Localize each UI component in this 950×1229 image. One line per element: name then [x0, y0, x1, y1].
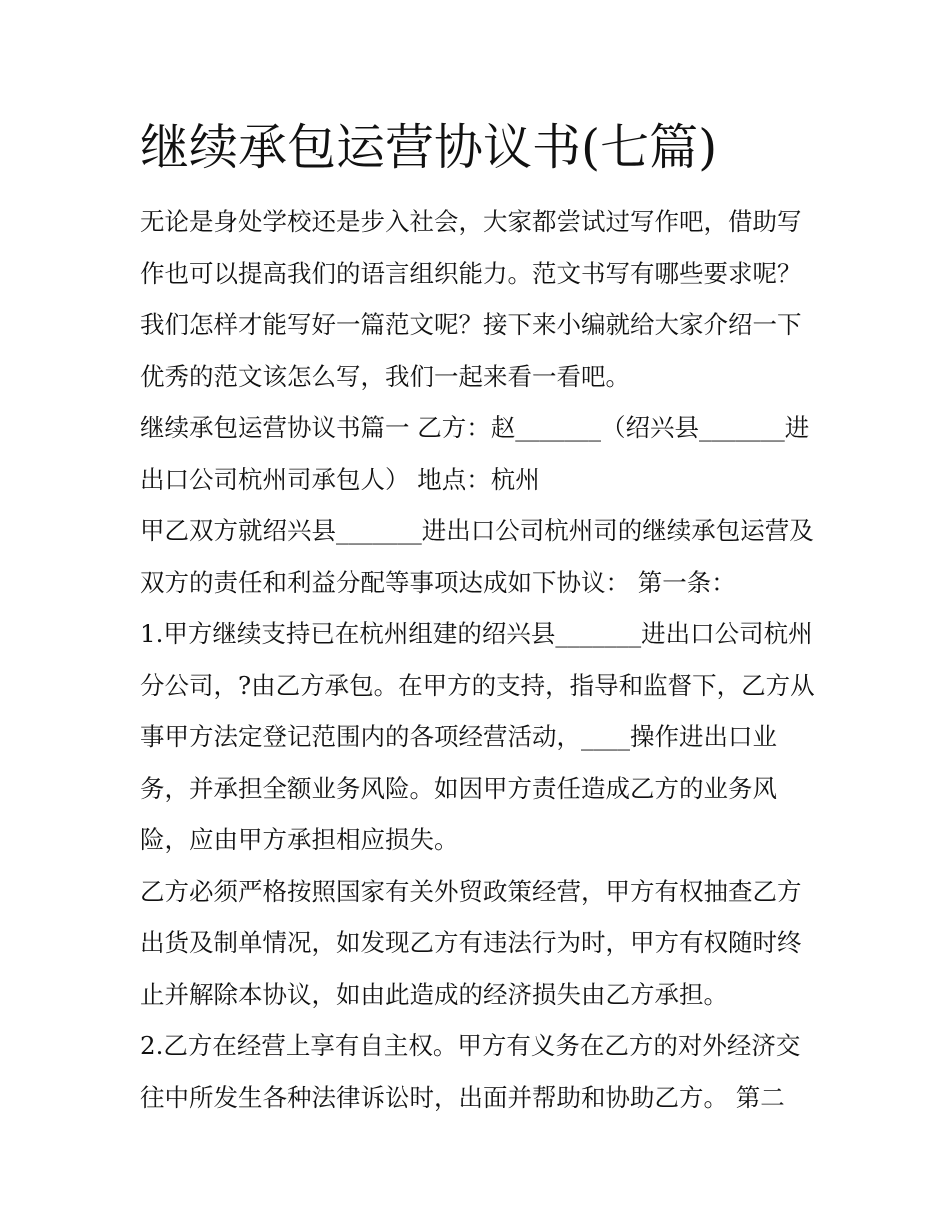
clause-2-paragraph: 2.乙方在经营上享有自主权。甲方有义务在乙方的对外经济交往中所发生各种法律诉讼时，出面并帮助和协助乙方。 第二 [140, 1031, 801, 1112]
document-title: 继续承包运营协议书(七篇) [140, 119, 718, 176]
clause-1-paragraph: 1.甲方继续支持已在杭州组建的绍兴县_______进出口公司杭州分公司，?由乙方承包。在甲方的支持，指导和监督下，乙方从事甲方法定登记范围内的各项经营活动，____操作进出口业务，并承担全额业务风险。如因甲方责任造成乙方的业务风险，应由甲方承担相应损失。 [140, 619, 815, 854]
agreement-scope-paragraph: 甲乙双方就绍兴县_______进出口公司杭州司的继续承包运营及双方的责任和利益分配等事项达成如下协议： 第一条： [140, 516, 814, 597]
compliance-paragraph: 乙方必须严格按照国家有关外贸政策经营，甲方有权抽查乙方出货及制单情况，如发现乙方有违法行为时，甲方有权随时终止并解除本协议，如由此造成的经济损失由乙方承担。 [140, 876, 802, 1009]
document-body [140, 196, 820, 1123]
intro-paragraph: 无论是身处学校还是步入社会，大家都尝试过写作吧，借助写作也可以提高我们的语言组织能力。范文书写有哪些要求呢？我们怎样才能写好一篇范文呢？接下来小编就给大家介绍一下优秀的范文该怎么写，我们一起来看一看吧。 [140, 207, 802, 391]
agreement-heading-paragraph: 继续承包运营协议书篇一 乙方：赵_______（绍兴县_______进出口公司杭州司承包人） 地点：杭州 [140, 413, 810, 494]
